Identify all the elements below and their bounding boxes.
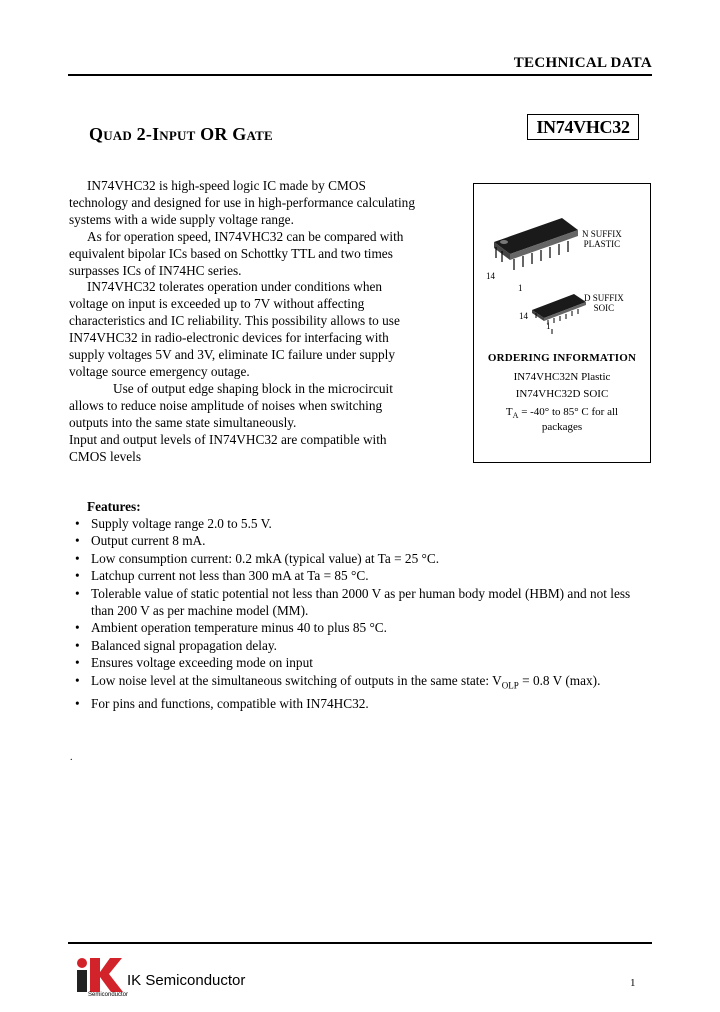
package-illustration (474, 184, 652, 344)
list-item: • Tolerable value of static potential not less than 2000 V as per human body model (HBM) and not less than 200 V as per machine model (MM). (75, 585, 631, 619)
package-ordering-box (473, 183, 651, 463)
features-title: Features: (87, 499, 141, 514)
ordering-title: ORDERING INFORMATION (487, 352, 637, 364)
list-item: • Low noise level at the simultaneous switching of outputs in the same state: $V_{OLP} = 0.8$ V (max). (75, 672, 601, 691)
part-number-box: IN74VHC32 (527, 114, 639, 140)
pin-14-label: 14 (519, 311, 528, 321)
page-title: QUAD 2-INPUT OR GATE (89, 124, 273, 144)
list-item: • Output current 8 mA. (75, 533, 206, 549)
list-item: • Ambient operation temperature minus 40 to plus 85 °C. (75, 620, 387, 636)
company-logo (74, 954, 129, 1007)
intro-paragraph: As for operation speed, IN74VHC32 can be compared with equivalent bipolar ICs based on Schottky TTL and two times surpasses ICs of IN74HC series. (69, 228, 404, 278)
list-item: • Latchup current not less than 300 mA at Ta = 85 °C. (75, 568, 369, 584)
ordering-line: IN74VHC32N Plastic (513, 371, 611, 383)
pin-14-label: 14 (486, 271, 495, 281)
pin-1-label: 1 (518, 283, 523, 293)
page-number: 1 (630, 977, 636, 989)
n-suffix-label: N SUFFIX PLASTIC (582, 229, 622, 249)
header-rule (68, 74, 652, 76)
stray-mark: . (70, 752, 73, 763)
intro-text (69, 178, 419, 465)
list-item: • For pins and functions, compatible with IN74HC32. (75, 695, 369, 711)
dip-package-icon (494, 218, 578, 270)
intro-paragraph: Input and output levels of IN74VHC32 are compatible with CMOS levels (69, 431, 387, 464)
list-item: • Low consumption current: 0.2 mkA (typical value) at Ta = 25 °C. (75, 550, 440, 566)
intro-paragraph: IN74VHC32 is high-speed logic IC made by CMOS technology and designed for use in high-performance calculating systems with a wide supply voltage range. (69, 178, 415, 227)
ordering-line: IN74VHC32D SOIC (515, 388, 609, 400)
intro-paragraph: Use of output edge shaping block in the microcircuit allows to reduce noise amplitude of noises when switching outputs into the same state simultaneously. (69, 380, 393, 430)
ordering-temp-line: $T_A = -40^\circ$ to 85° C for all (505, 406, 619, 421)
soic-package-icon (532, 294, 586, 334)
company-name: IK Semiconductor (127, 972, 246, 989)
list-item: • Supply voltage range 2.0 to 5.5 V. (75, 516, 272, 531)
features-list (75, 515, 635, 712)
list-item: • Balanced signal propagation delay. (75, 637, 277, 653)
footer-rule (68, 942, 652, 944)
section-title: TECHNICAL DATA (513, 55, 652, 71)
d-suffix-label: D SUFFIX SOIC (584, 293, 624, 313)
pin-1-label: 1 (546, 321, 551, 331)
list-item: • Ensures voltage exceeding mode on input (75, 655, 313, 671)
logo-caption: Semiconductor (88, 992, 129, 998)
ordering-line: packages (541, 421, 583, 433)
intro-paragraph: IN74VHC32 tolerates operation under conditions when voltage on input is exceeded up to 7V without affecting characteristics and IC reliability. This possibility allows to use IN74VHC32 in radio-electronic devices for interfacing with supply voltages 5V and 3V, eliminate IC failure under supply voltage source emergency outage. (69, 279, 400, 379)
